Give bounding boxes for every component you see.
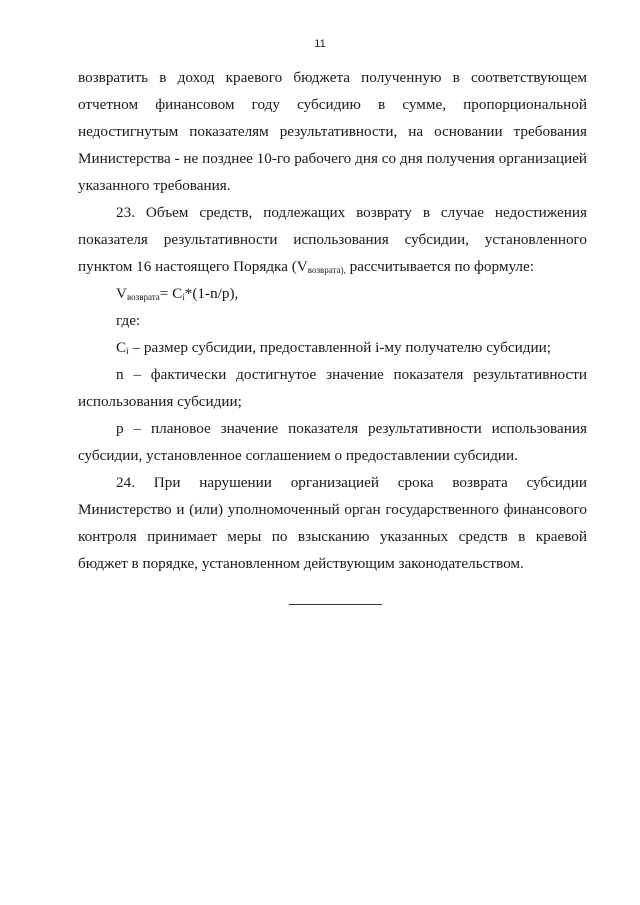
separator-line <box>289 604 382 605</box>
formula-rest: *(1-n/p), <box>184 285 239 302</box>
paragraph-23 <box>78 199 587 280</box>
definition-c-letter: C <box>116 339 127 356</box>
definition-n: n – фактически достигнутое значение показателя результативности использования субсидии; <box>78 366 587 410</box>
formula-v-subscript: возврата <box>126 292 160 302</box>
paragraph-23-text: 23. Объем средств, подлежащих возврату в случае недостижения показателя результативности использования субсидии, установленного пунктом 16 настоящего Порядка (V <box>78 204 587 275</box>
formula-c-subscript: i <box>182 292 185 302</box>
formula-equals-c: = C <box>159 285 183 302</box>
subscript-vozvrata: возврата), <box>307 265 346 275</box>
definition-p: p – плановое значение показателя результативности использования субсидии, установленное соглашением о предоставлении субсидии. <box>78 420 587 464</box>
paragraph-23-text-end: рассчитывается по формуле: <box>345 258 534 275</box>
page-number: 11 <box>314 38 326 50</box>
definition-c-subscript: i <box>126 346 129 356</box>
definition-c <box>78 334 587 361</box>
formula <box>78 280 587 307</box>
where-label: где: <box>116 312 141 329</box>
definition-c-text: – размер субсидии, предоставленной i-му получателю субсидии; <box>128 339 551 356</box>
paragraph-24: 24. При нарушении организацией срока возврата субсидии Министерство и (или) уполномоченный орган государственного финансового контроля принимает меры по взысканию указанных средств в краевой бюджет в порядке, установленном действующим законодательством. <box>78 474 587 572</box>
document-body <box>78 64 587 577</box>
formula-v: V <box>116 285 127 302</box>
paragraph-continuation: возвратить в доход краевого бюджета полученную в соответствующем отчетном финансовом году субсидию в сумме, пропорциональной недостигнутым показателям результативности, на основании требования Министерства - не позднее 10-го рабочего дня со дня получения организацией указанного требования. <box>78 69 587 194</box>
